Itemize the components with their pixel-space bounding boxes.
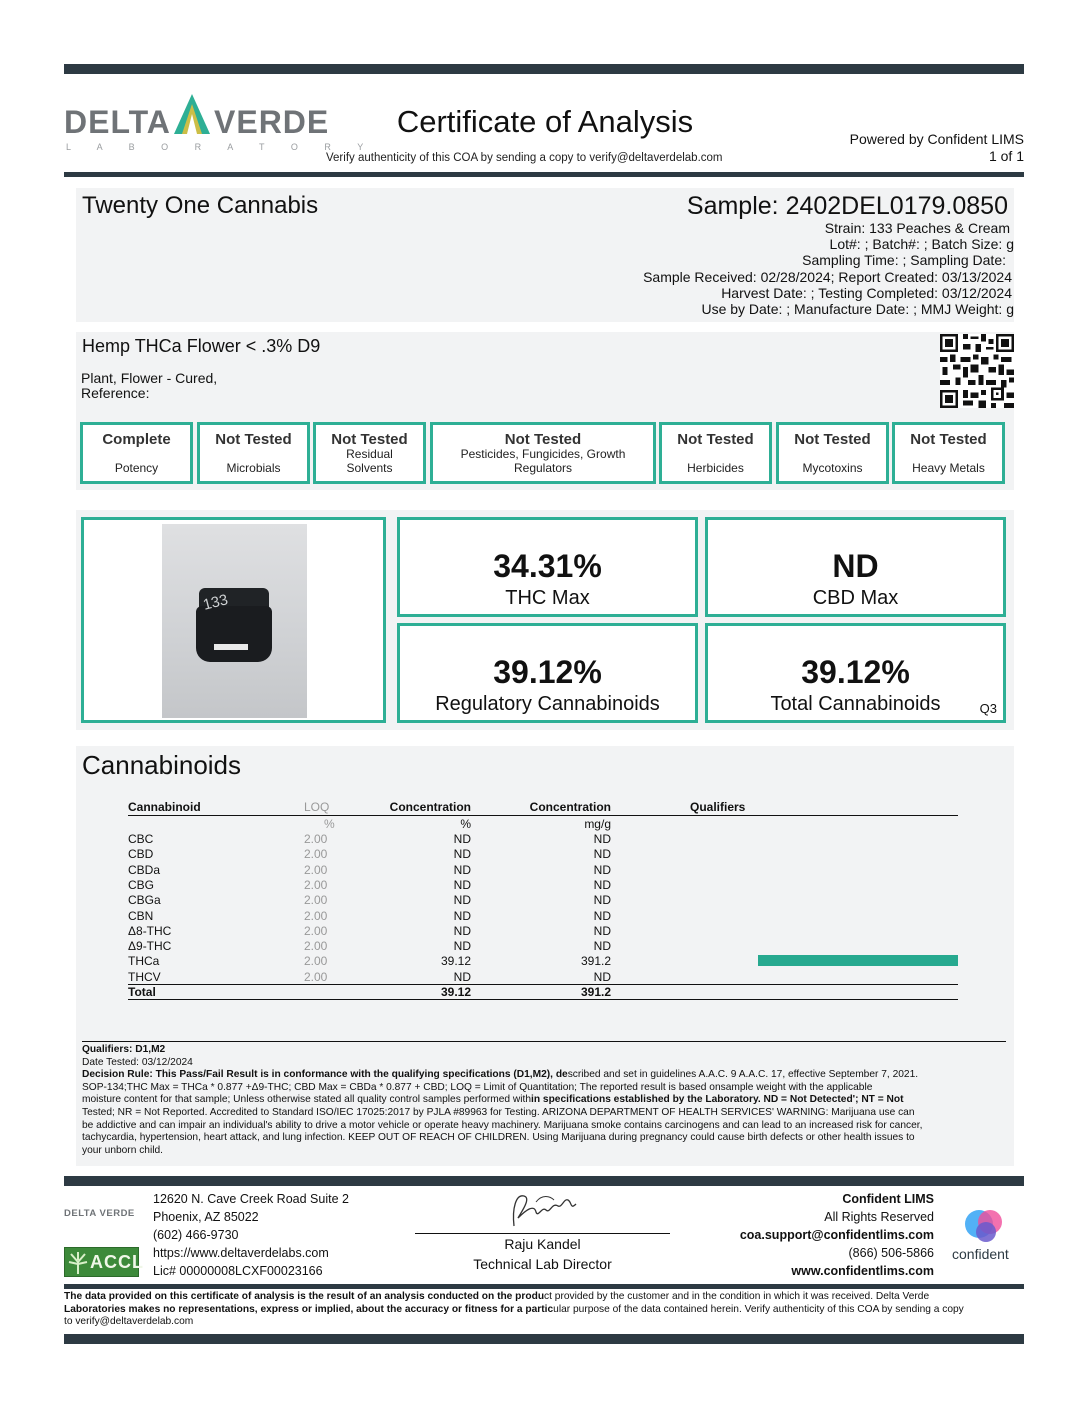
logo-word-right: VERDE xyxy=(214,104,330,140)
powered-by: Powered by Confident LIMS xyxy=(849,131,1024,147)
accl-text: ACCL xyxy=(90,1252,144,1272)
product-reference: Reference: xyxy=(81,385,150,401)
cannabinoid-name: CBG xyxy=(128,877,155,892)
loq-value: 2.00 xyxy=(304,862,328,877)
concentration-pct: ND xyxy=(453,862,471,877)
notes-decision xyxy=(82,1069,1010,1082)
notes-line6: be addictive and can impair an individual's ability to drive a motor vehicle or operate heavy machinery. Marijuana smoke contains carcinogens and can lead to an increased risk for cancer, xyxy=(82,1119,923,1131)
table-row xyxy=(128,954,958,969)
product-name: Hemp THCa Flower < .3% D9 xyxy=(82,336,321,356)
total-cannabinoids-value: 39.12% xyxy=(801,654,910,690)
table-row xyxy=(128,939,958,954)
lims-email[interactable]: coa.support@confidentlims.com xyxy=(739,1228,934,1242)
table-row xyxy=(128,924,958,939)
detail-strain: Strain: 133 Peaches & Cream xyxy=(824,220,1010,236)
table-row xyxy=(128,970,958,985)
disclaimer-rest1: ct provided by the customer and in the condition in which it was received. Delta Verde xyxy=(544,1291,930,1302)
test-status: Not Tested xyxy=(504,431,582,448)
loq-value: 2.00 xyxy=(304,893,328,908)
footer-bar-top xyxy=(64,1176,1024,1186)
confident-lims-info xyxy=(700,1190,934,1280)
units-row xyxy=(128,817,958,832)
lims-rights: All Rights Reserved xyxy=(824,1210,934,1224)
header-loq: LOQ xyxy=(304,800,330,814)
regulatory-label: Regulatory Cannabinoids xyxy=(435,693,660,715)
loq-value: 2.00 xyxy=(304,923,328,938)
product-type: Plant, Flower - Cured, xyxy=(81,370,218,386)
concentration-pct: 39.12 xyxy=(440,954,471,969)
test-status: Not Tested xyxy=(677,431,754,448)
loq-value: 2.00 xyxy=(304,832,328,846)
total-pct: 39.12 xyxy=(440,985,471,999)
table-row xyxy=(128,893,958,908)
disclaimer-line2 xyxy=(64,1304,1026,1317)
disclaimer-line1 xyxy=(64,1291,1026,1304)
disclaimer-bold1: The data provided on this certificate of analysis is the result of an analysis conducted on the produ xyxy=(64,1291,545,1302)
notes-decision-rest: scribed and set in guidelines A.A.C. 9 A.A.C. 17, effective September 7, 2021. xyxy=(567,1069,919,1081)
confident-logo-text: confident xyxy=(952,1246,1009,1262)
test-label: Herbicides xyxy=(687,461,744,475)
concentration-pct: ND xyxy=(453,893,471,908)
table-row xyxy=(128,847,958,862)
address-line: 12620 N. Cave Creek Road Suite 2 xyxy=(153,1192,349,1206)
address-license: Lic# 00000008LCXF00023166 xyxy=(153,1264,323,1278)
test-status: Not Tested xyxy=(331,431,408,448)
verify-text: Verify authenticity of this COA by sending a copy to verify@deltaverdelab.com xyxy=(326,152,723,164)
table-total-row xyxy=(128,985,958,1000)
footer-address xyxy=(153,1190,349,1280)
test-status: Not Tested xyxy=(794,431,871,448)
page-number: 1 of 1 xyxy=(988,148,1024,164)
cannabinoid-name: CBN xyxy=(128,908,154,923)
cannabinoid-name: CBC xyxy=(128,832,154,846)
test-label: Mycotoxins xyxy=(802,461,863,475)
notes-decision-bold: Decision Rule: This Pass/Fail Result is in conformance with the qualifying specifications (D1,M2), de xyxy=(82,1069,568,1081)
notes-qualifiers: Qualifiers: D1,M2 xyxy=(82,1044,166,1055)
notes-line3: SOP-134;THC Max = THCa * 0.877 +Δ9-THC; CBD Max = CBDa * 0.877 + CBD; LOQ = Limit of Quantitation; The reported result is based onsample weight with the applicable xyxy=(82,1081,873,1093)
detail-sampling: Sampling Time: ; Sampling Date: xyxy=(802,252,1006,269)
notes-line8: your unborn child. xyxy=(82,1144,163,1156)
detail-use-by: Use by Date: ; Manufacture Date: ; MMJ Weight: g xyxy=(701,301,1014,318)
unit-loq: % xyxy=(324,817,335,831)
loq-value: 2.00 xyxy=(304,908,328,923)
concentration-mg: ND xyxy=(593,862,611,877)
concentration-bar xyxy=(758,955,958,966)
total-rule-bottom xyxy=(128,999,958,1000)
concentration-pct: ND xyxy=(453,847,471,862)
unit-pct: % xyxy=(460,817,471,831)
page-title: Certificate of Analysis xyxy=(396,104,694,139)
table-row xyxy=(128,863,958,878)
notes-line4a: moisture content for that sample; Unless otherwise stated all quality control samples performed with xyxy=(82,1094,532,1106)
cannabinoid-name: THCa xyxy=(128,954,160,969)
notes-line7: tachycardia, hypertension, heart attack, and lung infection. KEEP OUT OF REACH OF CHILDREN. Using Marijuana during pregnancy could cause birth defects or other health issues to xyxy=(82,1132,915,1144)
test-label: Pesticides, Fungicides, Growth Regulators xyxy=(460,447,626,475)
concentration-pct: ND xyxy=(453,923,471,938)
detail-harvest: Harvest Date: ; Testing Completed: 03/12/2024 xyxy=(721,284,1012,301)
concentration-mg: ND xyxy=(593,939,611,954)
logo-word-left: DELTA xyxy=(64,104,171,140)
cannabinoid-name: CBGa xyxy=(128,893,161,908)
table-header xyxy=(128,800,958,815)
header-qualifiers: Qualifiers xyxy=(690,800,746,814)
cannabinoid-name: THCV xyxy=(128,969,161,984)
client-name: Twenty One Cannabis xyxy=(82,192,319,219)
disclaimer xyxy=(64,1291,1026,1329)
signer-name: Raju Kandel xyxy=(504,1236,581,1252)
total-mg: 391.2 xyxy=(580,985,611,999)
cannabinoid-name: CBD xyxy=(128,847,154,862)
concentration-pct: ND xyxy=(453,969,471,984)
logo-subtitle: L A B O R A T O R Y xyxy=(66,142,376,152)
concentration-pct: ND xyxy=(453,908,471,923)
thc-max-label: THC Max xyxy=(505,587,590,609)
concentration-pct: ND xyxy=(453,832,471,846)
loq-value: 2.00 xyxy=(304,877,328,892)
cannabinoid-name: Δ8-THC xyxy=(128,923,172,938)
confident-logo xyxy=(950,1208,1020,1268)
signature-line xyxy=(415,1233,670,1234)
test-label: Heavy Metals xyxy=(912,461,985,475)
cbd-max-value: ND xyxy=(832,548,879,584)
regulatory-value: 39.12% xyxy=(493,654,602,690)
total-cannabinoids-label: Total Cannabinoids xyxy=(770,693,941,715)
address-phone: (602) 466-9730 xyxy=(153,1228,239,1242)
header-concentration-pct: Concentration xyxy=(389,800,471,814)
test-label: Potency xyxy=(114,461,159,475)
loq-value: 2.00 xyxy=(304,954,328,969)
concentration-mg: ND xyxy=(593,908,611,923)
detail-received: Sample Received: 02/28/2024; Report Created: 03/13/2024 xyxy=(643,268,1012,285)
notes-line5: Tested; NR = Not Reported. Accredited to Standard ISO/IEC 17025:2017 by PJLA #89963 for Testing. ARIZONA DEPARTMENT OF HEALTH SERVICES' WARNING: Marijuana use can xyxy=(82,1106,915,1118)
footer-small-logo-text: DELTA VERDE xyxy=(64,1208,135,1219)
header-concentration-mg: Concentration xyxy=(529,800,611,814)
cbd-max-label: CBD Max xyxy=(812,587,899,609)
test-label: Microbials xyxy=(226,461,281,475)
signature xyxy=(506,1188,586,1232)
table-row xyxy=(128,832,958,847)
address-website[interactable]: https://www.deltaverdelabs.com xyxy=(153,1246,329,1260)
concentration-mg: ND xyxy=(593,877,611,892)
cannabinoids-title: Cannabinoids xyxy=(82,750,242,780)
concentration-mg: ND xyxy=(593,832,611,846)
lims-name: Confident LIMS xyxy=(842,1192,934,1206)
signer-title: Technical Lab Director xyxy=(473,1256,612,1272)
loq-value: 2.00 xyxy=(304,939,328,954)
lims-phone: (866) 506-5866 xyxy=(848,1246,934,1260)
concentration-mg: ND xyxy=(593,969,611,984)
table-row xyxy=(128,878,958,893)
test-label: Residual Solvents xyxy=(346,447,393,475)
concentration-mg: 391.2 xyxy=(580,954,611,969)
sample-id: Sample: 2402DEL0179.0850 xyxy=(686,192,1008,220)
concentration-mg: ND xyxy=(593,923,611,938)
header-cannabinoid: Cannabinoid xyxy=(128,800,201,814)
leaf-icon xyxy=(67,1250,89,1276)
test-status: Not Tested xyxy=(910,431,987,448)
disclaimer-rest2: ular purpose of the data contained herein. Verify authenticity of this COA by sending a copy xyxy=(553,1303,964,1315)
unit-mg: mg/g xyxy=(584,817,611,831)
notes-rule xyxy=(82,1041,1006,1042)
disclaimer-bold2: Laboratories makes no representations, express or implied, about the accuracy or fitness for a partic xyxy=(64,1303,554,1315)
bottom-border-bar xyxy=(64,1334,1024,1344)
loq-value: 2.00 xyxy=(304,847,328,862)
concentration-pct: ND xyxy=(453,877,471,892)
footer-bar-middle xyxy=(64,1284,1024,1289)
concentration-mg: ND xyxy=(593,893,611,908)
notes-line4b: in specifications established by the Laboratory. ND = Not Detected'; NT = Not xyxy=(531,1094,904,1106)
header-rule xyxy=(128,815,958,816)
address-line: Phoenix, AZ 85022 xyxy=(153,1210,259,1224)
disclaimer-line3: to verify@deltaverdelab.com xyxy=(64,1316,194,1328)
thc-max-value: 34.31% xyxy=(493,548,602,584)
total-name: Total xyxy=(128,985,156,999)
cannabinoid-name: CBDa xyxy=(128,862,161,877)
jar-number: 133 xyxy=(201,591,230,614)
table-row xyxy=(128,909,958,924)
test-status: Not Tested xyxy=(215,431,292,448)
concentration-pct: ND xyxy=(453,939,471,954)
notes-date-tested: Date Tested: 03/12/2024 xyxy=(82,1056,193,1068)
test-status: Complete xyxy=(102,431,171,448)
total-cannabinoids-tag: Q3 xyxy=(979,701,997,716)
detail-lot: Lot#: ; Batch#: ; Batch Size: g xyxy=(829,236,1014,253)
loq-value: 2.00 xyxy=(304,969,328,984)
notes-block xyxy=(82,1044,1010,1157)
concentration-mg: ND xyxy=(593,847,611,862)
notes-line4 xyxy=(82,1094,1010,1107)
confident-circles-icon xyxy=(963,1208,1007,1248)
lims-website[interactable]: www.confidentlims.com xyxy=(791,1264,934,1278)
cannabinoid-name: Δ9-THC xyxy=(128,939,172,954)
accl-logo xyxy=(64,1247,144,1277)
footer-small-logo xyxy=(64,1203,138,1219)
